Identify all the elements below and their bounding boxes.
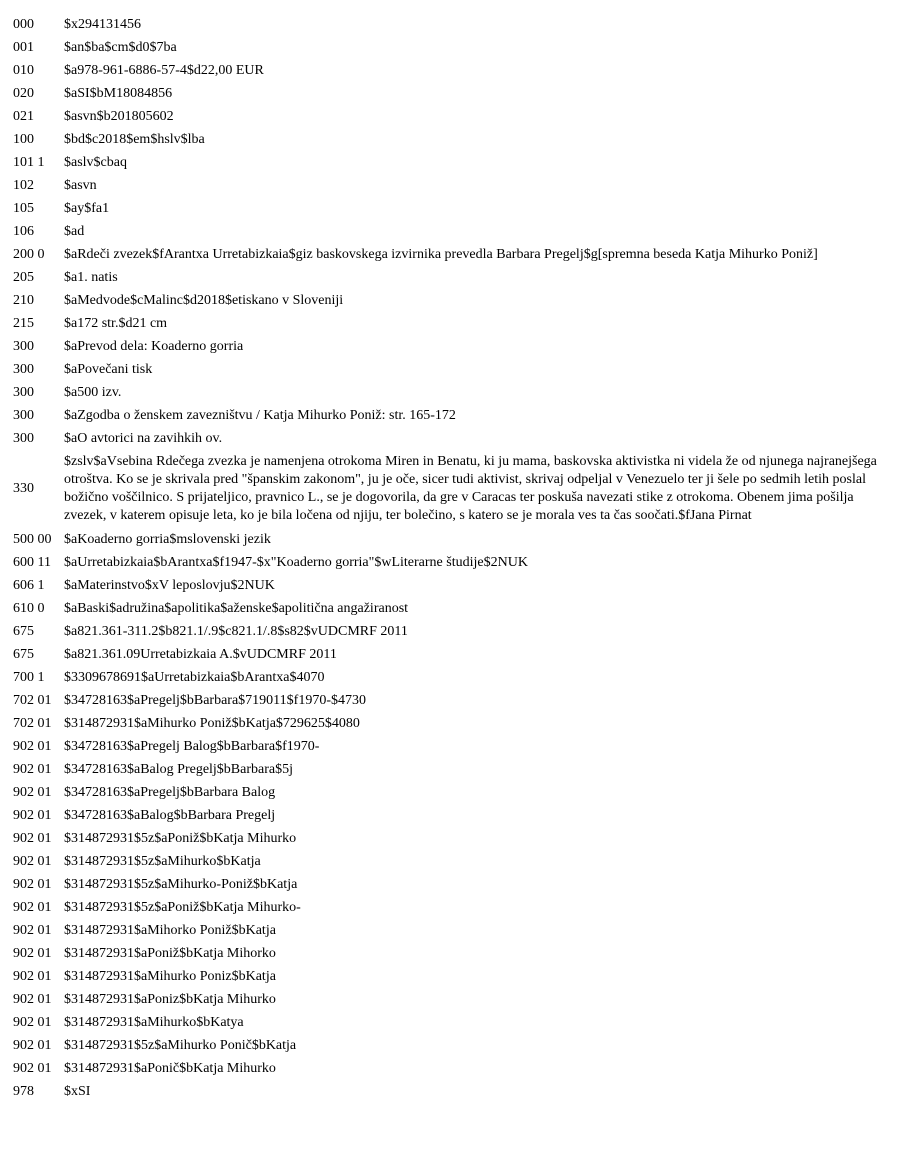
field-tag: 700 1: [13, 669, 45, 685]
marc-field-row: [9, 82, 890, 105]
field-tag: 978: [13, 1083, 34, 1099]
marc-field-row: [9, 151, 890, 174]
field-tag: 102: [13, 177, 34, 193]
marc-field-row: [9, 450, 890, 528]
marc-field-row: [9, 597, 890, 620]
marc-field-row: [9, 666, 890, 689]
field-value: $34728163$aPregelj$bBarbara$719011$f1970-$4730: [64, 692, 366, 708]
field-tag: 675: [13, 646, 34, 662]
field-value: $bd$c2018$em$hslv$lba: [64, 131, 205, 147]
field-value: $314872931$aPoniz$bKatja Mihurko: [64, 991, 276, 1007]
field-tag: 300: [13, 338, 34, 354]
field-value: $a1. natis: [64, 269, 118, 285]
field-value: $314872931$aMihorko Poniž$bKatja: [64, 922, 276, 938]
marc-field-row: [9, 712, 890, 735]
marc-field-row: [9, 896, 890, 919]
field-tag: 902 01: [13, 784, 52, 800]
marc-field-row: [9, 128, 890, 151]
marc-field-row: [9, 781, 890, 804]
field-tag: 902 01: [13, 738, 52, 754]
marc-field-row: [9, 335, 890, 358]
field-value: $314872931$aPonič$bKatja Mihurko: [64, 1060, 276, 1076]
marc-field-row: [9, 1057, 890, 1080]
field-value: $asvn: [64, 177, 97, 193]
field-value: $aO avtorici na zavihkih ov.: [64, 430, 223, 446]
marc-field-row: [9, 804, 890, 827]
field-tag: 610 0: [13, 600, 45, 616]
marc-field-row: [9, 620, 890, 643]
field-tag: 600 11: [13, 554, 51, 570]
field-tag: 902 01: [13, 991, 52, 1007]
field-value: $aKoaderno gorria$mslovenski jezik: [64, 531, 271, 547]
field-value: $aMaterinstvo$xV leposlovju$2NUK: [64, 577, 275, 593]
field-tag: 200 0: [13, 246, 45, 262]
field-value: $3309678691$aUrretabizkaia$bArantxa$4070: [64, 669, 325, 685]
field-value: $ay$fa1: [64, 200, 110, 216]
marc-field-row: [9, 735, 890, 758]
field-tag: 101 1: [13, 154, 45, 170]
field-tag: 205: [13, 269, 34, 285]
marc-field-row: [9, 689, 890, 712]
marc-field-row: [9, 551, 890, 574]
field-tag: 105: [13, 200, 34, 216]
field-value: $314872931$5z$aMihurko-Poniž$bKatja: [64, 876, 298, 892]
field-value: $314872931$aMihurko$bKatya: [64, 1014, 244, 1030]
marc-field-row: [9, 850, 890, 873]
field-tag: 210: [13, 292, 34, 308]
marc-field-row: [9, 528, 890, 551]
marc-field-row: [9, 105, 890, 128]
field-tag: 106: [13, 223, 34, 239]
field-tag: 702 01: [13, 692, 52, 708]
field-value: $a172 str.$d21 cm: [64, 315, 168, 331]
field-tag: 902 01: [13, 968, 52, 984]
field-value: $aMedvode$cMalinc$d2018$etiskano v Sloveniji: [64, 292, 344, 308]
marc-field-row: [9, 404, 890, 427]
field-value: $314872931$aPoniž$bKatja Mihorko: [64, 945, 276, 961]
marc-record-table: [9, 13, 890, 1103]
field-value: $aZgodba o ženskem zavezništvu / Katja Mihurko Poniž: str. 165-172: [64, 407, 456, 423]
field-value: $aPovečani tisk: [64, 361, 153, 377]
field-tag: 702 01: [13, 715, 52, 731]
field-tag: 010: [13, 62, 34, 78]
marc-field-row: [9, 381, 890, 404]
field-tag: 902 01: [13, 922, 52, 938]
marc-field-row: [9, 358, 890, 381]
field-tag: 300: [13, 430, 34, 446]
field-tag: 330: [13, 481, 34, 496]
field-tag: 300: [13, 384, 34, 400]
marc-field-row: [9, 827, 890, 850]
field-value: $34728163$aBalog$bBarbara Pregelj: [64, 807, 276, 823]
marc-field-row: [9, 427, 890, 450]
field-value: $a821.361-311.2$b821.1/.9$c821.1/.8$s82$vUDCMRF 2011: [64, 623, 408, 639]
field-tag: 902 01: [13, 899, 52, 915]
field-value: $34728163$aPregelj$bBarbara Balog: [64, 784, 276, 800]
field-value: $aSI$bM18084856: [64, 85, 173, 101]
field-value: $x294131456: [64, 16, 141, 32]
field-tag: 500 00: [13, 531, 52, 547]
field-tag: 001: [13, 39, 34, 55]
field-value: $aRdeči zvezek$fArantxa Urretabizkaia$giz baskovskega izvirnika prevedla Barbara Pregelj$g[spremna beseda Katja Mihurko Poniž]: [64, 246, 818, 262]
marc-field-row: [9, 243, 890, 266]
field-value: $aUrretabizkaia$bArantxa$f1947-$x"Koaderno gorria"$wLiterarne študije$2NUK: [64, 554, 528, 570]
field-tag: 215: [13, 315, 34, 331]
field-value: $a500 izv.: [64, 384, 122, 400]
field-tag: 902 01: [13, 945, 52, 961]
field-tag: 300: [13, 407, 34, 423]
marc-field-row: [9, 1034, 890, 1057]
field-value: $314872931$5z$aMihurko$bKatja: [64, 853, 261, 869]
field-tag: 902 01: [13, 876, 52, 892]
field-value: $314872931$aMihurko Poniz$bKatja: [64, 968, 276, 984]
marc-record-body: [9, 13, 890, 1103]
field-value: $xSI: [64, 1083, 91, 1099]
marc-field-row: [9, 266, 890, 289]
field-value: $314872931$5z$aMihurko Ponič$bKatja: [64, 1037, 297, 1053]
field-value: $an$ba$cm$d0$7ba: [64, 39, 177, 55]
field-tag: 606 1: [13, 577, 45, 593]
field-value: $a821.361.09Urretabizkaia A.$vUDCMRF 2011: [64, 646, 337, 662]
marc-field-row: [9, 574, 890, 597]
marc-field-row: [9, 758, 890, 781]
marc-field-row: [9, 919, 890, 942]
field-tag: 902 01: [13, 1014, 52, 1030]
field-tag: 100: [13, 131, 34, 147]
field-tag: 902 01: [13, 1037, 52, 1053]
marc-field-row: [9, 1011, 890, 1034]
marc-field-row: [9, 988, 890, 1011]
field-value: $asvn$b201805602: [64, 108, 174, 124]
marc-field-row: [9, 965, 890, 988]
field-tag: 902 01: [13, 830, 52, 846]
field-tag: 000: [13, 16, 34, 32]
field-value: $314872931$5z$aPoniž$bKatja Mihurko: [64, 830, 297, 846]
field-value: $34728163$aBalog Pregelj$bBarbara$5j: [64, 761, 294, 777]
field-value: $aPrevod dela: Koaderno gorria: [64, 338, 244, 354]
field-value: $314872931$5z$aPoniž$bKatja Mihurko-: [64, 899, 301, 915]
field-value: $aBaski$adružina$apolitika$aženske$apolitična angažiranost: [64, 600, 409, 616]
field-tag: 021: [13, 108, 34, 124]
marc-field-row: [9, 220, 890, 243]
field-value: $314872931$aMihurko Poniž$bKatja$729625$4080: [64, 715, 360, 731]
field-tag: 675: [13, 623, 34, 639]
field-value: $zslv$aVsebina Rdečega zvezka je namenjena otrokoma Miren in Benatu, ki ju mama, baskovska aktivistka ni videla že od njunega najranejšega otroštva. Ko se je skrivala pred "španskim zakonom", ju je oče, sicer tudi aktivist, skrivaj odpeljal v Venezuelo ter ji šele po sedmih letih poslal božično voščilnico. S prijateljico, pravnico L., se je dogovorila, da gre v Caracas ter poskuša navezati stike z otrokoma. Obenem jima pošilja zvezek, v katerem opisuje leta, ko je bila ločena od njiju, ter bolečino, s katero se je morala ves ta čas soočati.$fJana Pirnat: [64, 454, 877, 523]
field-tag: 902 01: [13, 1060, 52, 1076]
field-tag: 902 01: [13, 761, 52, 777]
marc-field-row: [9, 1080, 890, 1103]
marc-field-row: [9, 36, 890, 59]
field-value: $34728163$aPregelj Balog$bBarbara$f1970-: [64, 738, 320, 754]
marc-field-row: [9, 197, 890, 220]
marc-field-row: [9, 13, 890, 36]
marc-field-row: [9, 312, 890, 335]
field-tag: 300: [13, 361, 34, 377]
marc-field-row: [9, 289, 890, 312]
marc-field-row: [9, 942, 890, 965]
marc-field-row: [9, 59, 890, 82]
field-tag: 020: [13, 85, 34, 101]
marc-field-row: [9, 643, 890, 666]
marc-field-row: [9, 174, 890, 197]
field-value: $a978-961-6886-57-4$d22,00 EUR: [64, 62, 264, 78]
field-tag: 902 01: [13, 807, 52, 823]
marc-field-row: [9, 873, 890, 896]
field-value: $aslv$cbaq: [64, 154, 127, 170]
field-value: $ad: [64, 223, 85, 239]
field-tag: 902 01: [13, 853, 52, 869]
